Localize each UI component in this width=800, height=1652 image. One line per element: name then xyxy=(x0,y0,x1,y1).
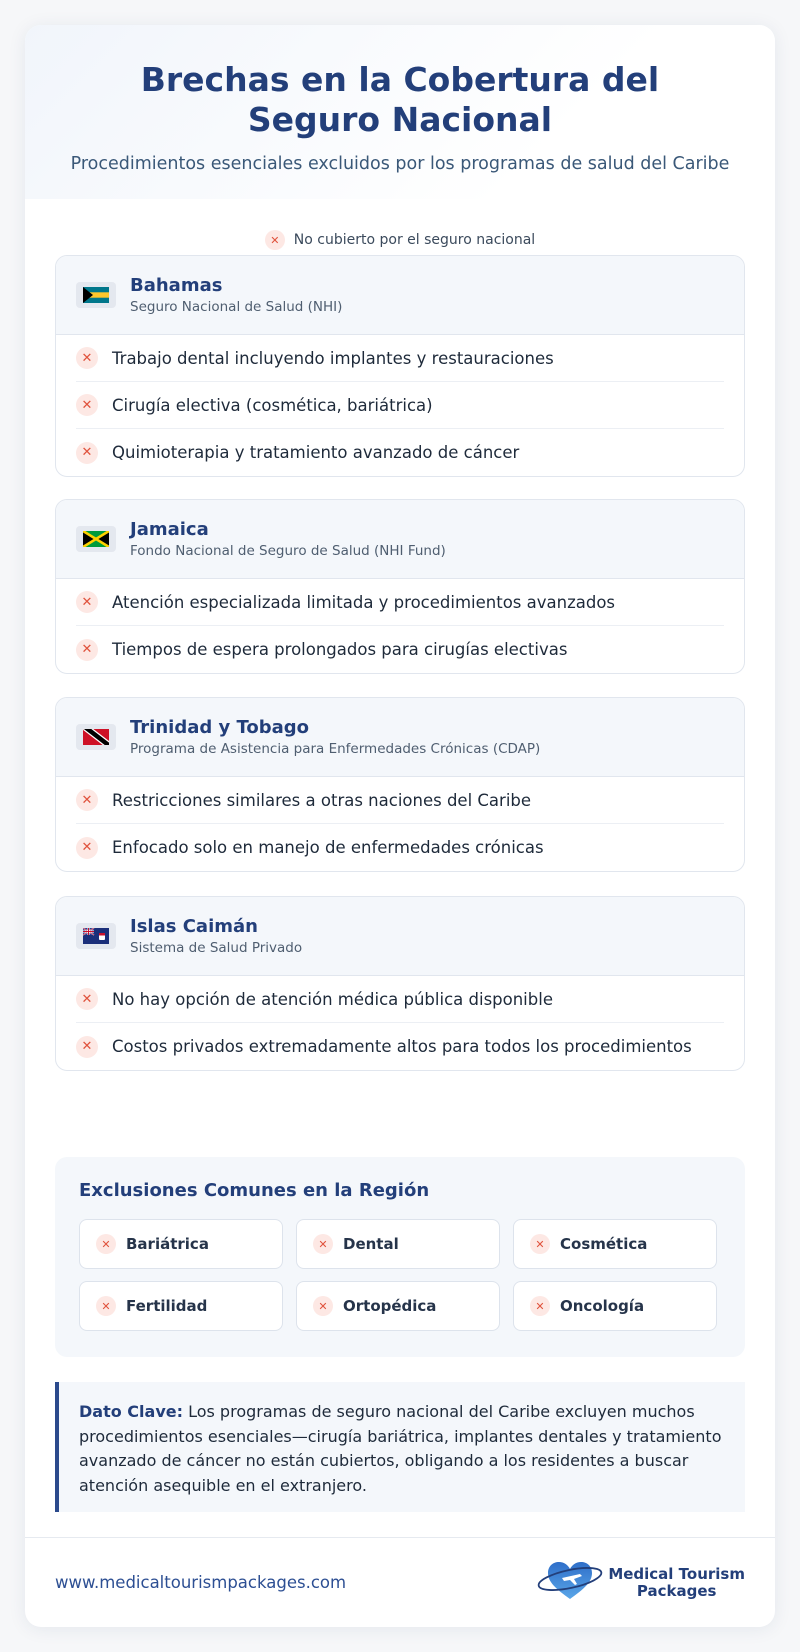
country-program: Sistema de Salud Privado xyxy=(130,940,303,956)
exclusion-list xyxy=(56,777,744,871)
list-item-text: No hay opción de atención médica pública disponible xyxy=(112,989,553,1009)
list-item xyxy=(76,382,724,429)
country-name: Bahamas xyxy=(130,275,223,296)
website-link[interactable]: www.medicaltourismpackages.com xyxy=(55,1573,347,1592)
page-subtitle: Procedimientos esenciales excluidos por los programas de salud del Caribe xyxy=(70,154,730,174)
exclusion-chip-label: Ortopédica xyxy=(343,1297,437,1315)
x-icon: ✕ xyxy=(76,1036,98,1058)
infographic-card xyxy=(25,25,775,1627)
bahamas-flag-icon xyxy=(76,282,116,308)
list-item-text: Quimioterapia y tratamiento avanzado de cáncer xyxy=(112,443,520,462)
page-title: Brechas en la Cobertura del Seguro Nacional xyxy=(140,60,660,139)
x-icon: ✕ xyxy=(76,639,98,661)
list-item xyxy=(76,429,724,476)
key-fact-label: Dato Clave: xyxy=(79,1402,183,1421)
legend xyxy=(25,230,775,250)
country-program: Programa de Asistencia para Enfermedades Crónicas (CDAP) xyxy=(130,741,541,757)
exclusion-chip-grid xyxy=(79,1219,721,1331)
x-icon: ✕ xyxy=(76,394,98,416)
x-icon: ✕ xyxy=(76,591,98,613)
list-item xyxy=(76,335,724,382)
country-card-trinidad-tobago xyxy=(55,697,745,872)
x-icon: ✕ xyxy=(530,1234,550,1254)
common-exclusions-title: Exclusiones Comunes en la Región xyxy=(79,1180,430,1201)
exclusion-chip xyxy=(296,1281,500,1331)
common-exclusions-panel xyxy=(55,1157,745,1357)
brand-line-2: Packages xyxy=(636,1581,717,1600)
list-item xyxy=(76,579,724,626)
exclusion-chip xyxy=(296,1219,500,1269)
brand-line-1: Medical Tourism xyxy=(608,1564,745,1583)
x-icon: ✕ xyxy=(76,988,98,1010)
country-card-cayman-islands xyxy=(55,896,745,1071)
country-name: Jamaica xyxy=(130,519,209,540)
country-header xyxy=(56,698,744,777)
jamaica-flag-icon xyxy=(76,526,116,552)
list-item-text: Tiempos de espera prolongados para cirugías electivas xyxy=(112,640,568,659)
list-item-text: Restricciones similares a otras naciones del Caribe xyxy=(112,790,532,810)
x-icon: ✕ xyxy=(76,837,98,859)
heart-plane-logo-icon xyxy=(536,1560,604,1606)
list-item xyxy=(76,824,724,871)
legend-label: No cubierto por el seguro nacional xyxy=(293,232,536,248)
country-name: Islas Caimán xyxy=(130,916,258,937)
list-item-text: Costos privados extremadamente altos para todos los procedimientos xyxy=(112,1037,692,1056)
exclusion-list xyxy=(56,579,744,673)
exclusion-list xyxy=(56,976,744,1070)
x-icon: ✕ xyxy=(530,1296,550,1316)
key-fact-callout xyxy=(55,1382,745,1512)
exclusion-chip xyxy=(79,1281,283,1331)
x-icon: ✕ xyxy=(265,230,285,250)
country-program: Fondo Nacional de Seguro de Salud (NHI Fund) xyxy=(130,543,446,559)
country-header xyxy=(56,256,744,335)
x-icon: ✕ xyxy=(313,1234,333,1254)
exclusion-chip-label: Bariátrica xyxy=(126,1235,209,1253)
exclusion-chip-label: Cosmética xyxy=(560,1235,648,1253)
exclusion-chip xyxy=(79,1219,283,1269)
exclusion-chip xyxy=(513,1281,717,1331)
list-item-text: Enfocado solo en manejo de enfermedades crónicas xyxy=(112,838,544,857)
x-icon: ✕ xyxy=(313,1296,333,1316)
x-icon: ✕ xyxy=(96,1296,116,1316)
trinidad-tobago-flag-icon xyxy=(76,724,116,750)
x-icon: ✕ xyxy=(76,442,98,464)
country-header xyxy=(56,500,744,579)
list-item xyxy=(76,777,724,824)
country-program: Seguro Nacional de Salud (NHI) xyxy=(130,299,343,315)
list-item-text: Cirugía electiva (cosmética, bariátrica) xyxy=(112,395,433,415)
exclusion-chip-label: Dental xyxy=(343,1235,399,1253)
exclusion-list xyxy=(56,335,744,476)
x-icon: ✕ xyxy=(76,789,98,811)
key-fact-text: Los programas de seguro nacional del Caribe excluyen muchos procedimientos esenciales—cirugía bariátrica, implantes dentales y tratamiento avanzado de cáncer no están cubiertos, obligando a los residentes a buscar atención asequible en el extranjero. xyxy=(79,1402,722,1495)
brand-name xyxy=(608,1566,745,1600)
country-name: Trinidad y Tobago xyxy=(130,717,310,738)
footer xyxy=(25,1537,775,1627)
list-item xyxy=(76,626,724,673)
exclusion-chip xyxy=(513,1219,717,1269)
x-icon: ✕ xyxy=(96,1234,116,1254)
exclusion-chip-label: Fertilidad xyxy=(126,1297,208,1315)
list-item-text: Atención especializada limitada y procedimientos avanzados xyxy=(112,592,616,612)
list-item xyxy=(76,1023,724,1070)
list-item xyxy=(76,976,724,1023)
country-header xyxy=(56,897,744,976)
header xyxy=(25,25,775,199)
list-item-text: Trabajo dental incluyendo implantes y restauraciones xyxy=(112,348,554,368)
country-card-bahamas xyxy=(55,255,745,477)
brand-logo xyxy=(536,1560,745,1606)
x-icon: ✕ xyxy=(76,347,98,369)
cayman-islands-flag-icon xyxy=(76,923,116,949)
exclusion-chip-label: Oncología xyxy=(560,1297,645,1315)
country-card-jamaica xyxy=(55,499,745,674)
